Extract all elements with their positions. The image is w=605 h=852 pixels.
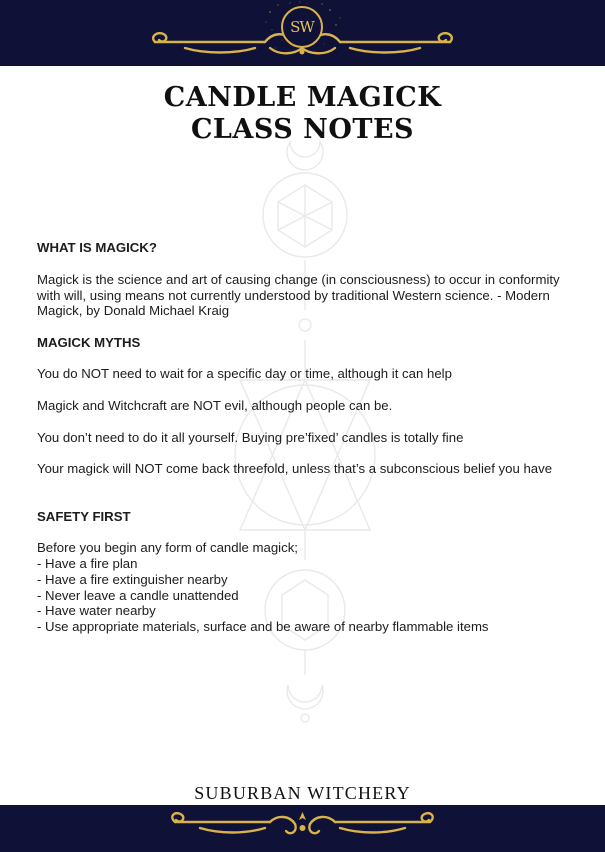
section-heading-safety-first: SAFETY FIRST	[37, 509, 131, 524]
logo	[281, 6, 323, 48]
what-is-magick-body: Magick is the science and art of causing change (in consciousness) to occur in conformity with will, using means not currently understood by traditional Western science. - Modern Magick, by Donald Michael Kraig	[37, 272, 560, 319]
safety-item: - Use appropriate materials, surface and be aware of nearby flammable items	[37, 619, 489, 634]
myth-item: Your magick will NOT come back threefold, unless that’s a subconscious belief you have	[37, 461, 553, 476]
safety-intro: Before you begin any form of candle magick;	[37, 540, 298, 555]
safety-item: - Never leave a candle unattended	[37, 588, 239, 603]
safety-item: - Have water nearby	[37, 603, 156, 618]
page-title	[0, 82, 605, 146]
footer-ornament	[160, 810, 445, 842]
title-line-1: CANDLE MAGICK	[163, 82, 442, 113]
footer-brand: SUBURBAN WITCHERY	[194, 783, 411, 803]
safety-item: - Have a fire plan	[37, 556, 138, 571]
title-line-2: CLASS NOTES	[190, 114, 415, 145]
safety-item: - Have a fire extinguisher nearby	[37, 572, 228, 587]
myth-item: You don’t need to do it all yourself. Buying pre’fixed’ candles is totally fine	[37, 430, 464, 445]
myth-item: You do NOT need to wait for a specific day or time, although it can help	[37, 366, 452, 381]
section-heading-magick-myths: MAGICK MYTHS	[37, 335, 141, 350]
section-heading-what-is-magick: WHAT IS MAGICK?	[37, 240, 157, 255]
myth-item: Magick and Witchcraft are NOT evil, although people can be.	[37, 398, 393, 413]
logo-text: SW	[290, 18, 314, 36]
